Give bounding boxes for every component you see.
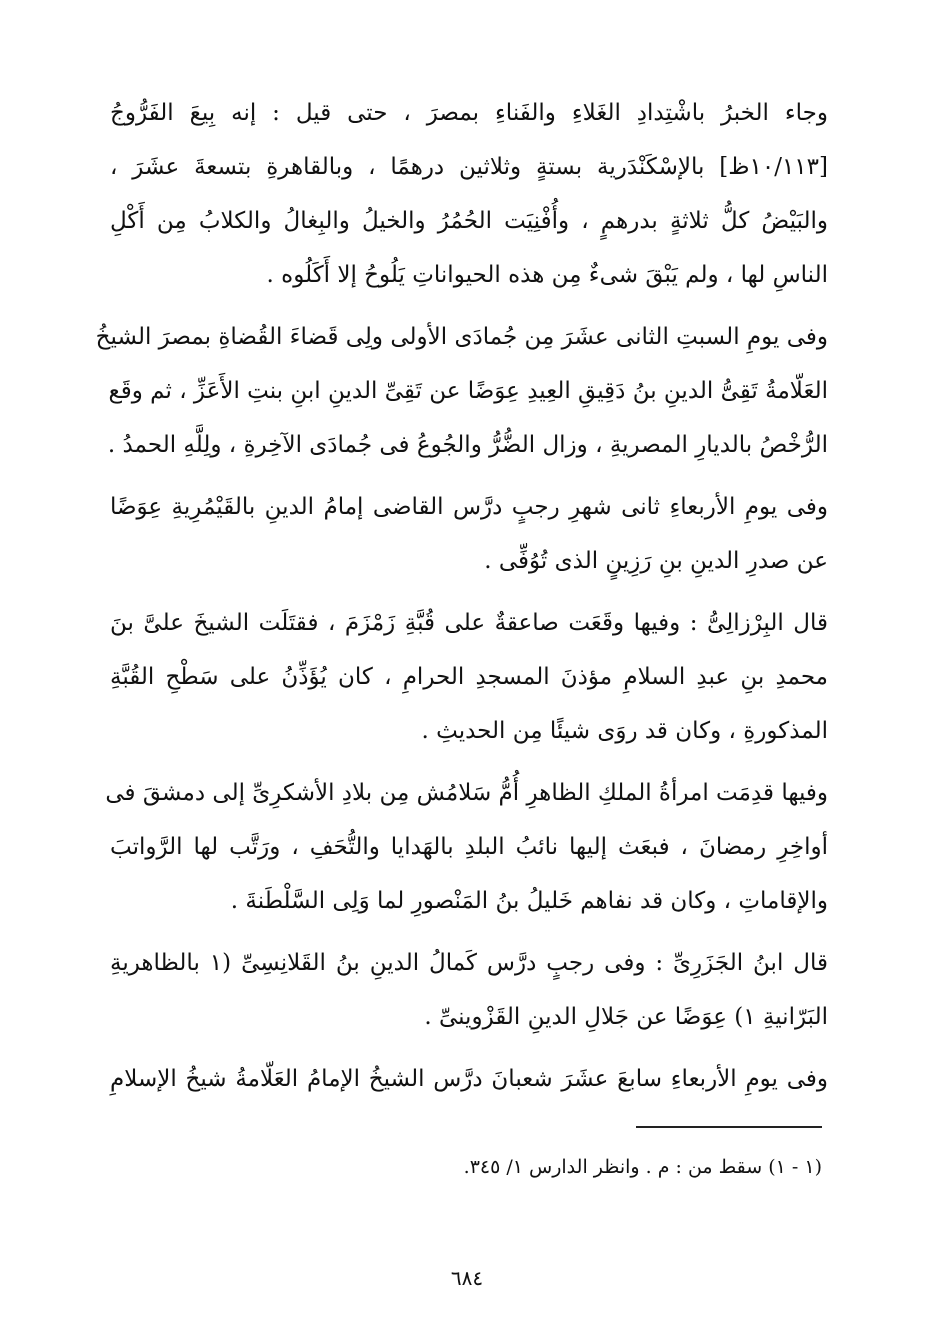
text-line: وفى يومِ الأربعاءِ سابعَ عشَرَ شعبانَ درَّس الشيخُ الإمامُ العَلّامةُ شيخُ الإسلامِ (110, 1066, 828, 1092)
page-number: ٦٨٤ (450, 1266, 484, 1290)
paragraph-2 (95, 310, 828, 472)
paragraph-5 (105, 766, 828, 928)
text-line: أواخِرِ رمضانَ ، فبعَث إليها نائبُ البلدِ بالهَدايا والتُّحَفِ ، ورَتَّب لها الرَّواتبَ (110, 834, 828, 860)
paragraph-1 (110, 86, 828, 302)
text-line: المذكورةِ ، وكان قد روَى شيئًا مِن الحديثِ . (421, 718, 828, 744)
text-line: عن صدرِ الدينِ بنِ رَزِينٍ الذى تُوُفِّى . (484, 548, 828, 574)
text-line: وجاء الخبرُ باشْتِدادِ الغَلاءِ والفَناءِ بمصرَ ، حتى قيل : إنه بِيعَ الفَرُّوجُ (110, 100, 828, 126)
text-line: العَلّامةُ تَقِىُّ الدينِ بنُ دَقِيقِ العِيدِ عِوَضًا عن تَقِىِّ الدينِ ابنِ بنتِ الأَعَزِّ ، ثم وقَع (108, 378, 828, 404)
text-line: قال البِرْزالِىُّ : وفيها وقَعَت صاعقةٌ على قُبَّةِ زَمْزَمَ ، فقتَلَت الشيخَ علىَّ بنَ (110, 610, 828, 636)
footnote: (١ - ١) سقط من : م . وانظر الدارس ١/ ٣٤٥. (463, 1156, 822, 1178)
text-line: [١٠/١١٣ظ] بالإسْكَنْدَرية بستةٍ وثلاثين درهمًا ، وبالقاهرةِ بتسعةَ عشَرَ ، (110, 154, 828, 180)
paragraph-7 (110, 1052, 828, 1106)
text-line: والإقاماتِ ، وكان قد نفاهم خَليلُ بنُ المَنْصورِ لما وَلِى السَّلْطَنةَ . (230, 888, 828, 914)
text-line: وفى يومِ السبتِ الثانى عشَرَ مِن جُمادَى الأولى ولِى قَضاءَ القُضاةِ بمصرَ الشيخُ (95, 324, 828, 350)
text-line: الرُّخْصُ بالديارِ المصريةِ ، وزال الضُّرُّ والجُوعُ فى جُمادَى الآخِرةِ ، ولِلَّهِ الحمدُ . (107, 432, 828, 458)
text-line: قال ابنُ الجَزَرِىِّ : وفى رجبٍ درَّس كَمالُ الدينِ بنُ القَلانِسِىِّ (١ بالظاهريةِ (110, 950, 828, 976)
text-line: والبَيْضُ كلُّ ثلاثةٍ بدرهمٍ ، وأُفْنِيَت الحُمُرُ والخيلُ والبِغالُ والكلابُ مِن أَكْلِ (110, 208, 828, 234)
paragraph-3 (110, 480, 828, 588)
text-line: الناسِ لها ، ولم يَبْقَ شىءٌ مِن هذه الحيواناتِ يَلُوحُ إلا أَكَلُوه . (266, 262, 828, 288)
paragraph-4 (110, 596, 828, 758)
footnote-separator (636, 1126, 822, 1128)
text-line: وفى يومِ الأربعاءِ ثانى شهرِ رجبٍ درَّس القاضى إمامُ الدينِ بالقَيْمُرِيةِ عِوَضًا (110, 494, 828, 520)
text-line: وفيها قدِمَت امرأةُ الملكِ الظاهرِ أُمُّ سَلامُش مِن بلادِ الأشكرِىِّ إلى دمشقَ فى (105, 780, 828, 806)
text-line: البَرّانيةِ ١) عِوَضًا عن جَلالِ الدينِ القَزْوينىِّ . (424, 1004, 828, 1030)
paragraph-6 (110, 936, 828, 1044)
text-line: محمدِ بنِ عبدِ السلامِ مؤذنَ المسجدِ الحرامِ ، كان يُؤَذِّنُ على سَطْحِ القُبَّةِ (110, 664, 828, 690)
main-text (95, 86, 828, 1106)
